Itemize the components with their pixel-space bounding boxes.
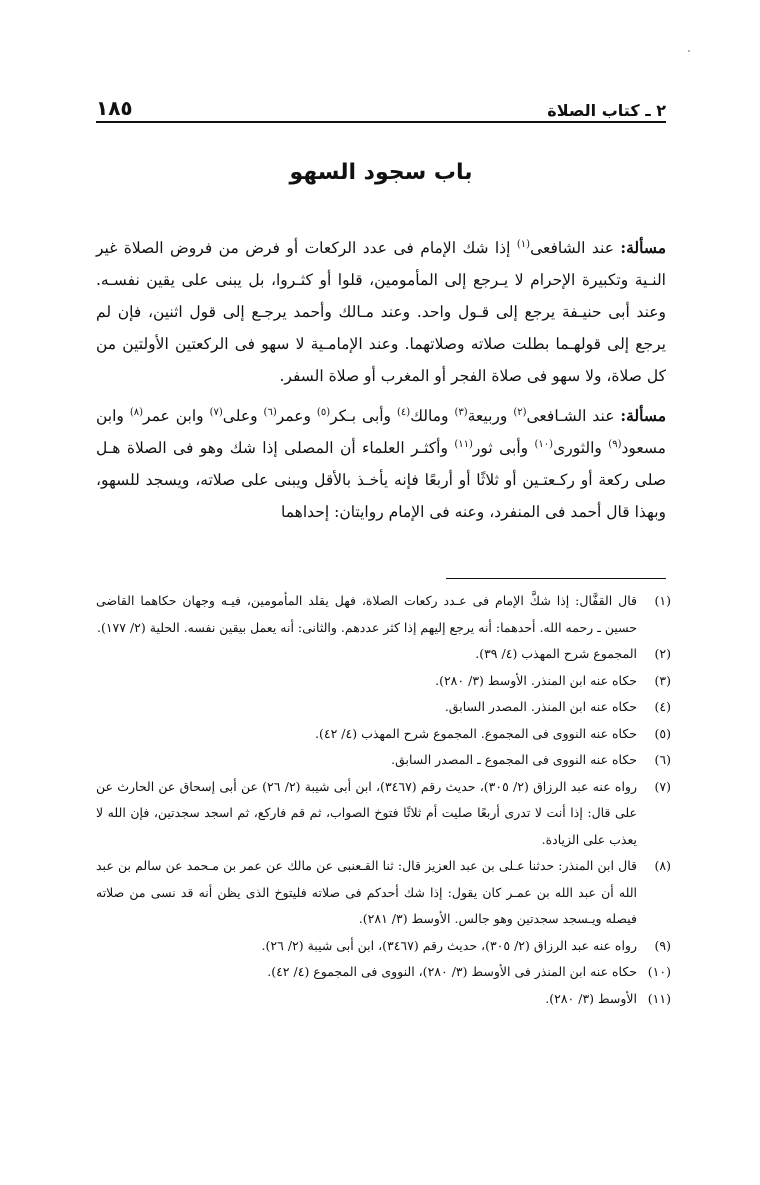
text-run: وابن عمر xyxy=(143,407,210,425)
footnote-text: حكاه عنه ابن المنذر فى الأوسط (٣/ ٢٨٠)، النووى فى المجموع (٤/ ٤٢). xyxy=(267,964,637,979)
text-run: وعلى xyxy=(222,407,264,425)
footnote-text: حكاه عنه النووى فى المجموع ـ المصدر السابق. xyxy=(391,752,637,767)
text-run: وعمر xyxy=(276,407,317,425)
main-text xyxy=(96,232,666,536)
issue-label: مسألة: xyxy=(620,406,666,425)
footnote-ref[interactable]: (٥) xyxy=(316,406,331,418)
text-run: عند الشـافعى xyxy=(526,407,621,425)
footnote-number: (٥) xyxy=(654,725,671,741)
footnote-number: (١) xyxy=(654,593,671,608)
footnote-number: (٢) xyxy=(654,646,671,661)
footnote-ref[interactable]: (٤) xyxy=(397,406,411,418)
text-run: والثورى xyxy=(553,439,609,457)
footnote-number: (٨) xyxy=(654,858,671,873)
footnote-text: حكاه عنه ابن المنذر. الأوسط (٣/ ٢٨٠). xyxy=(435,672,637,688)
footnote-text: المجموع شرح المهذب (٤/ ٣٩). xyxy=(475,646,637,661)
footnote xyxy=(96,588,671,641)
page-header xyxy=(96,88,666,120)
footnote xyxy=(96,959,671,986)
footnote xyxy=(96,774,671,854)
footnote xyxy=(96,668,671,695)
footnote-text: قال القفَّال: إذا شكَّ الإمام فى عـدد ركعات الصلاة، فهل يقلد المأمومين، فيـه وجهان حكاهما القاضى حسين ـ رحمه الله. أحدهما: أنه يرجع إليهم إذا كثر عددهم. والثانى: أنه يعمل بيقين نفسه. الحلية (٢/ ١٧٧). xyxy=(96,593,637,635)
text-run: وأبى بـكر xyxy=(330,407,397,425)
footnote-text: الأوسط (٣/ ٢٨٠). xyxy=(545,990,637,1006)
paragraph xyxy=(96,400,666,528)
footnote-ref[interactable]: (٣) xyxy=(454,406,468,418)
footnote-text: حكاه عنه ابن المنذر. المصدر السابق. xyxy=(444,699,637,714)
footnote-ref[interactable]: (٢) xyxy=(513,406,527,418)
footnote-number: (١١) xyxy=(647,990,671,1006)
footnote xyxy=(96,747,671,774)
text-run: ومالك xyxy=(410,407,455,425)
footnote-number: (٣) xyxy=(654,672,671,688)
footnote xyxy=(96,853,671,933)
footnote-ref[interactable]: (٦) xyxy=(263,406,277,418)
footnote-text: حكاه عنه النووى فى المجموع. المجموع شرح المهذب (٤/ ٤٢). xyxy=(315,725,637,741)
footnote-text: رواه عنه عبد الرزاق (٢/ ٣٠٥)، حديث رقم (٣٤٦٧)، ابن أبى شيبة (٢/ ٢٦). xyxy=(261,937,637,953)
text-run: وأكثـر العلماء أن المصلى إذا شك وهو فى الصلاة هـل صلى ركعة أو ركـعتـين أو ثلاثًا أو أربعًا فإنه يأخـذ بالأقل ويبنى على صلاته، ويسجد للسهو، وبهذا قال أحمد فى المنفرد، وعنه فى الإمام روايتان: إحداهما xyxy=(96,439,666,521)
footnote-ref[interactable]: (٨) xyxy=(129,406,144,418)
issue-label: مسألة: xyxy=(620,238,666,257)
running-title: ٢ ـ كتاب الصلاة xyxy=(547,101,666,120)
text-run: عند الشافعى xyxy=(530,239,621,257)
footnote-number: (٤) xyxy=(654,699,671,714)
paragraph xyxy=(96,232,666,392)
footnote-ref[interactable]: (٧) xyxy=(209,406,223,418)
text-run: إذا شك الإمام فى عدد الركعات أو فرض من فروض الصلاة غير النـية وتكبيرة الإحرام لا يـرجع إلى المأمومين، قلوا أو كثـروا، بل يبنى على يقين نفسـه. وعند أبى حنيـفة يرجع إلى قـول واحد. وعند مـالك وأحمد يرجـع إلى قول اثنين، فإن لم يرجع إلى قولهـما بطلت صلاته وصلاتهما. وعند الإمامـية لا سهو فى الركعتين الأولتين من كل صلاة، ولا سهو فى صلاة الفجر أو المغرب أو صلاة السفر. xyxy=(96,239,667,385)
footnote xyxy=(96,986,671,1013)
text-run: وأبى ثور xyxy=(472,439,535,457)
footnote-ref[interactable]: (٩) xyxy=(608,438,622,450)
header-rule xyxy=(96,121,666,123)
chapter-title: باب سجود السهو xyxy=(289,160,473,185)
footnote-rule xyxy=(446,578,666,579)
footnote-ref[interactable]: (١٠) xyxy=(534,438,554,450)
footnote-number: (١٠) xyxy=(647,964,671,979)
footnote xyxy=(96,641,671,668)
footnote xyxy=(96,933,671,960)
footnote-ref[interactable]: (١١) xyxy=(454,438,473,450)
footnote-number: (٧) xyxy=(654,778,671,794)
footnote-text: رواه عنه عبد الرزاق (٢/ ٣٠٥)، حديث رقم (٣٤٦٧)، ابن أبى شيبة (٢/ ٢٦) عن أبى إسحاق عن الحارث عن على قال: إذا أنت لا تدرى أربعًا صليت أم ثلاثًا فتوخ الصواب، ثم قم فاركع، ثم اسجد سجدتين، فإن الله لا يعذب على الزيادة. xyxy=(96,778,637,847)
footnote xyxy=(96,721,671,748)
footnote-text: قال ابن المنذر: حدثنا عـلى بن عبد العزيز قال: ثنا القـعنبى عن مالك عن عمر بن مـحمد عن سالم بن عبد الله أن عبد الله بن عمـر كان يقول: إذا شك أحدكم فى صلاته فليتوخ الذى يظن أنه قد نسى من صلاته فيصله ويـسجد سجدتين وهو جالس. الأوسط (٣/ ٢٨١). xyxy=(96,858,637,926)
text-run: وربيعة xyxy=(467,407,514,425)
text-run: وابن مسعود xyxy=(96,407,666,457)
footnote-ref[interactable]: (١) xyxy=(516,238,531,250)
footnote xyxy=(96,694,671,721)
page-speck xyxy=(688,50,690,52)
footnotes-list xyxy=(96,588,671,1012)
page-number: ١٨٥ xyxy=(96,96,133,120)
footnote-number: (٦) xyxy=(654,752,671,767)
footnote-number: (٩) xyxy=(654,937,671,953)
